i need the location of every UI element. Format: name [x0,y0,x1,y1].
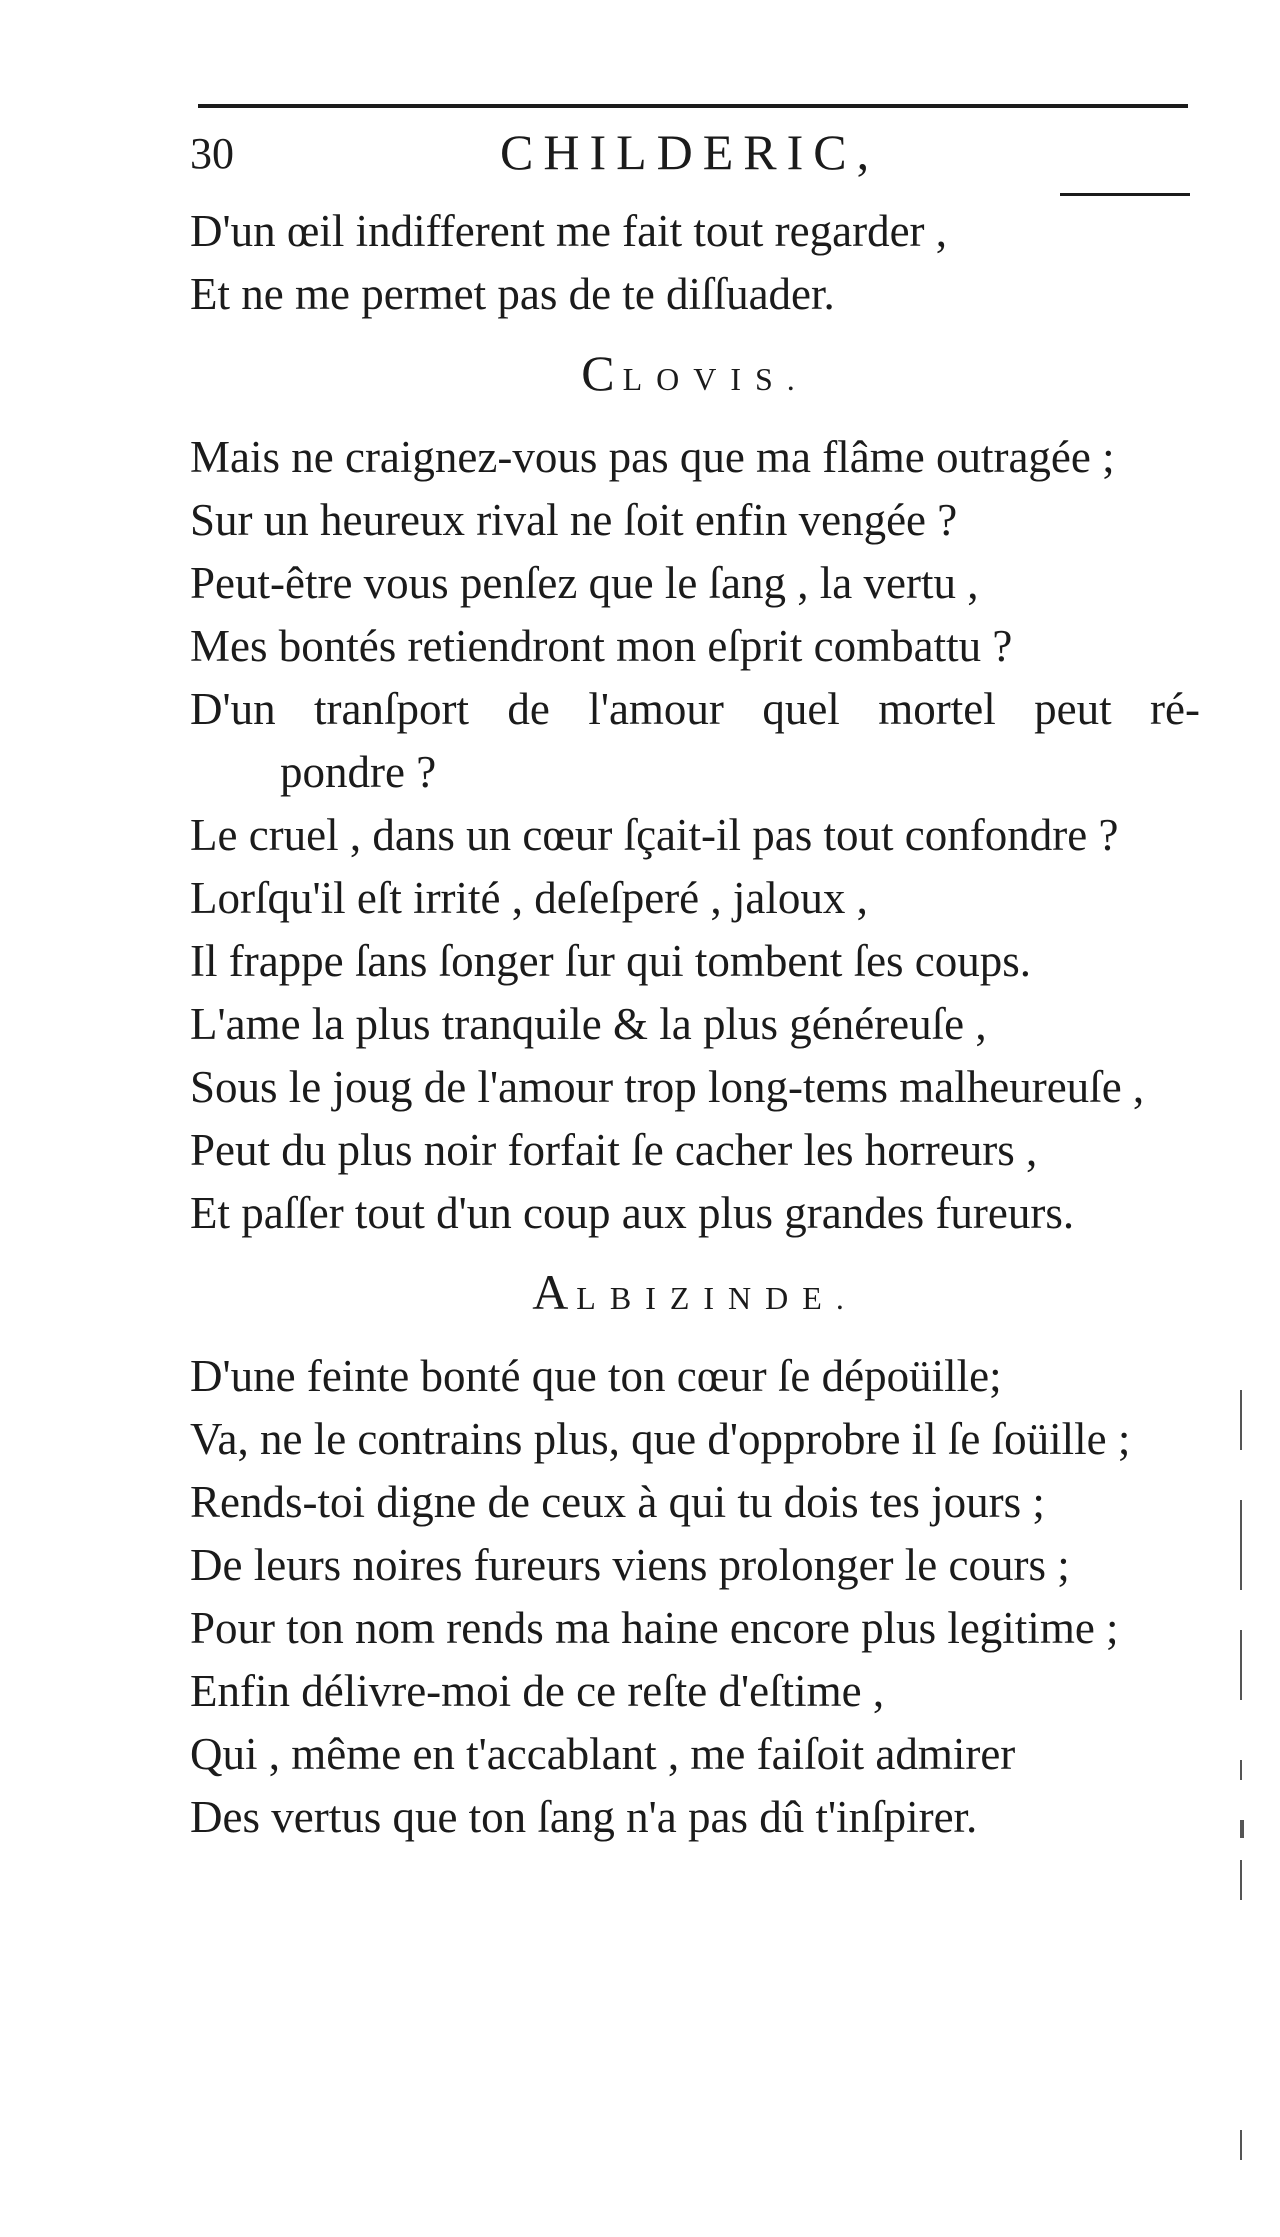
gutter-mark [1240,1630,1242,1700]
verse-line: Lorſqu'il eſt irrité , deſeſperé , jaloux , [190,873,868,923]
verse-line: Des vertus que ton ſang n'a pas dû t'inſpirer. [190,1792,978,1842]
verse-line: D'un œil indifferent me fait tout regarder , [190,206,948,256]
verse-line: Le cruel , dans un cœur ſçait-il pas tout confondre ? [190,810,1119,860]
header-underline [1060,193,1190,196]
verse-line: D'un tranſport de l'amour quel mortel peut ré- [190,684,1200,734]
verse-line: Il frappe ſans ſonger ſur qui tombent ſes coups. [190,936,1032,986]
verse-line-continuation: pondre ? [280,747,437,797]
verse-line: De leurs noires fureurs viens prolonger le cours ; [190,1540,1070,1590]
verse-line: Va, ne le contrains plus, que d'opprobre il ſe ſoüille ; [190,1414,1131,1464]
verse-text [190,200,1200,1849]
verse-line: Mais ne craignez-vous pas que ma flâme outragée ; [190,432,1115,482]
header-rule [198,104,1188,108]
verse-line: Et ne me permet pas de te diſſuader. [190,269,835,319]
gutter-mark [1240,1390,1242,1450]
verse-line: L'ame la plus tranquile & la plus généreuſe , [190,999,987,1049]
verse-line: Qui , même en t'accablant , me faiſoit admirer [190,1729,1016,1779]
speaker-heading-albizinde [190,1261,1200,1323]
verse-line: Sur un heureux rival ne ſoit enfin vengée ? [190,495,958,545]
verse-line: D'une feinte bonté que ton cœur ſe dépoüille; [190,1351,1002,1401]
gutter-mark [1240,1760,1242,1780]
speaker-heading-clovis [190,342,1200,404]
verse-line: Et paſſer tout d'un coup aux plus grandes fureurs. [190,1188,1075,1238]
gutter-mark [1240,2130,1242,2160]
speaker-name-rest: LBIZINDE. [576,1280,858,1316]
speaker-initial: C [581,345,623,401]
gutter-mark [1240,1860,1242,1900]
verse-line: Peut du plus noir forfait ſe cacher les horreurs , [190,1125,1038,1175]
speaker-initial: A [532,1264,577,1320]
verse-line: Mes bontés retiendront mon eſprit combattu ? [190,621,1013,671]
verse-line: Pour ton nom rends ma haine encore plus legitime ; [190,1603,1119,1653]
speaker-name-rest: LOVIS. [622,361,809,397]
verse-line: Sous le joug de l'amour trop long-tems malheureuſe , [190,1062,1145,1112]
running-title: CHILDERIC, [500,124,880,180]
verse-line: Enfin délivre-moi de ce reſte d'eſtime , [190,1666,885,1716]
gutter-mark [1240,1820,1244,1838]
verse-line: Rends-toi digne de ceux à qui tu dois tes jours ; [190,1477,1045,1527]
page-number: 30 [190,129,234,178]
gutter-marks [1240,1390,1246,2210]
gutter-mark [1240,1500,1242,1590]
verse-line: Peut-être vous penſez que le ſang , la vertu , [190,558,979,608]
